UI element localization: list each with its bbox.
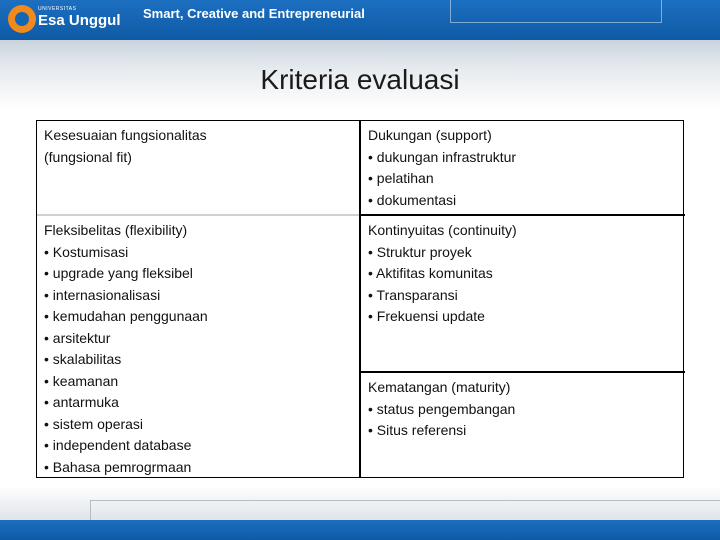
header-bar: [0, 0, 720, 40]
cell-line: (fungsional fit): [44, 148, 132, 165]
list-item: • kemudahan penggunaan: [44, 308, 208, 324]
list-item: • Aktifitas komunitas: [368, 265, 493, 281]
cell-maturity: [361, 373, 685, 478]
criteria-table: [36, 120, 684, 478]
list-item: • independent database: [44, 437, 192, 453]
list-item: • arsitektur: [44, 329, 111, 346]
list-item: • sistem operasi: [44, 415, 144, 432]
list-item: • dukungan infrastruktur: [368, 148, 517, 165]
list-item: • Bahasa pemrogrmaan: [44, 458, 192, 475]
cell-functional-fit: [37, 121, 359, 214]
list-item: • keamanan: [44, 372, 119, 389]
cell-heading: Dukungan (support): [368, 127, 492, 143]
logo-emblem-icon: [8, 5, 36, 33]
logo-text: Esa Unggul: [38, 12, 121, 29]
list-item: • Frekuensi update: [368, 308, 485, 324]
list-item: • antarmuka: [44, 394, 119, 410]
cell-heading: Kontinyuitas (continuity): [368, 222, 517, 238]
header-decoration: [450, 0, 662, 23]
cell-flexibility: [37, 216, 359, 478]
footer-decoration: [90, 500, 720, 520]
cell-heading: Kematangan (maturity): [368, 379, 511, 395]
tagline: Smart, Creative and Entrepreneurial: [143, 6, 365, 21]
list-item: • Struktur proyek: [368, 243, 472, 260]
list-item: • pelatihan: [368, 170, 434, 186]
list-item: • Situs referensi: [368, 422, 467, 438]
cell-line: Kesesuaian fungsionalitas: [44, 127, 207, 143]
list-item: • status pengembangan: [368, 400, 516, 417]
cell-support: [361, 121, 685, 214]
list-item: • Transparansi: [368, 286, 458, 303]
footer-bar: [0, 520, 720, 540]
slide-title: Kriteria evaluasi: [260, 64, 460, 95]
list-item: • upgrade yang fleksibel: [44, 265, 193, 281]
list-item: • Kostumisasi: [44, 243, 129, 260]
logo-small-text: UNIVERSITAS: [38, 6, 77, 12]
list-item: • internasionalisasi: [44, 286, 161, 303]
list-item: • dokumentasi: [368, 191, 457, 208]
list-item: • skalabilitas: [44, 351, 122, 367]
university-logo: [8, 5, 128, 35]
cell-heading: Fleksibelitas (flexibility): [44, 222, 188, 238]
cell-continuity: [361, 216, 685, 371]
